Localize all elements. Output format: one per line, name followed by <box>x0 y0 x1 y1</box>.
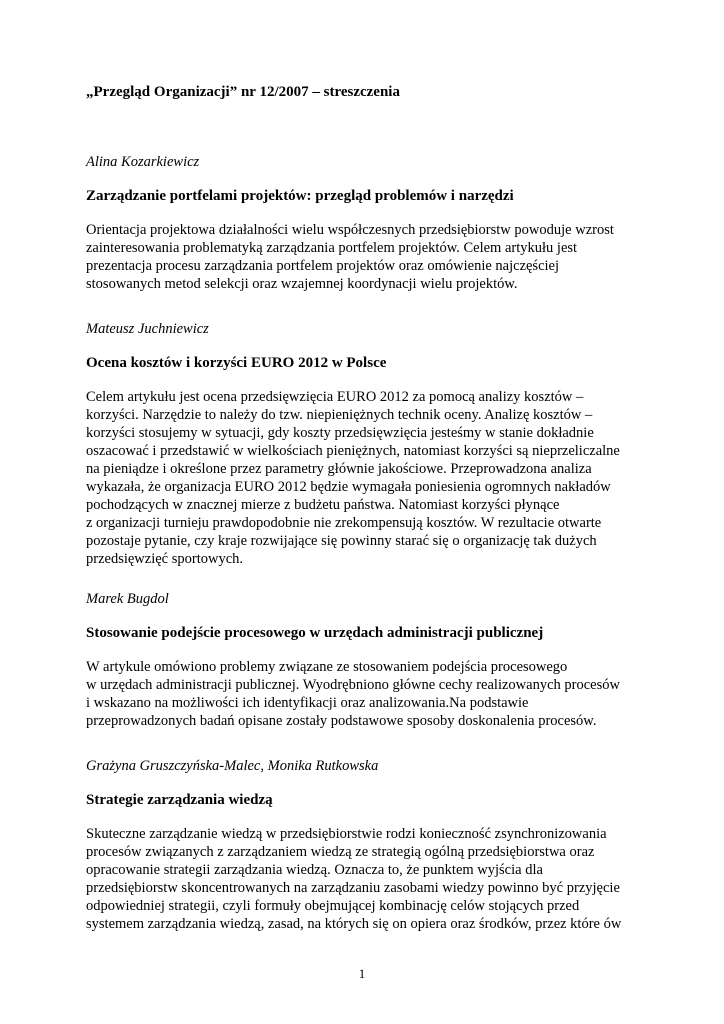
abstract-line: korzyści stosujemy w sytuacji, gdy koszty przedsięwzięcia jesteśmy w stanie dokładnie <box>86 425 594 441</box>
abstract-line: odpowiedniej strategii, czyli formuły obejmującej kombinację celów stojących przed <box>86 898 580 914</box>
article-abstract <box>86 221 638 293</box>
abstract-line: w urzędach administracji publicznej. Wyodrębniono główne cechy realizowanych procesów <box>86 677 620 693</box>
abstract-line: przeprowadzonych badań opisane zostały podstawowe sposoby doskonalenia procesów. <box>86 713 597 729</box>
article-1 <box>86 153 638 293</box>
article-abstract <box>86 388 638 568</box>
article-abstract <box>86 658 638 730</box>
page-number: 1 <box>358 966 366 981</box>
abstract-line: na pieniądze i określone przez parametry głównie jakościowe. Przeprowadzona analiza <box>86 461 592 477</box>
article-title: Stosowanie podejście procesowego w urzędach administracji publicznej <box>86 625 544 641</box>
abstract-line: Orientacja projektowa działalności wielu współczesnych przedsiębiorstw powoduje wzrost <box>86 222 614 238</box>
abstract-line: z organizacji turnieju prawdopodobnie nie zrekompensują kosztów. W rezultacie otwarte <box>86 515 602 531</box>
abstract-line: stosowanych metod selekcji oraz wzajemnej koordynacji wielu projektów. <box>86 276 518 292</box>
abstract-line: Celem artykułu jest ocena przedsięwzięcia EURO 2012 za pomocą analizy kosztów – <box>86 389 584 405</box>
article-title: Zarządzanie portfelami projektów: przegląd problemów i narzędzi <box>86 188 514 204</box>
abstract-line: i wskazano na możliwości ich identyfikacji oraz analizowania.Na podstawie <box>86 695 529 711</box>
abstract-line: oszacować i przedstawić w wielkościach pieniężnych, natomiast korzyści są nieprzeliczalne <box>86 443 620 459</box>
abstract-line: systemem zarządzania wiedzą, zasad, na których się on opiera oraz środków, przez które ów <box>86 916 622 932</box>
article-abstract <box>86 825 638 933</box>
article-author: Marek Bugdol <box>86 591 169 607</box>
abstract-line: procesów związanych z zarządzaniem wiedzą ze strategią ogólną przedsiębiorstwa oraz <box>86 844 595 860</box>
abstract-line: opracowanie strategii zarządzania wiedzą. Oznacza to, że punktem wyjścia dla <box>86 862 543 878</box>
abstract-line: W artykule omówiono problemy związane ze stosowaniem podejścia procesowego <box>86 659 568 675</box>
abstract-line: Skuteczne zarządzanie wiedzą w przedsiębiorstwie rodzi konieczność zsynchronizowania <box>86 826 607 842</box>
article-title: Ocena kosztów i korzyści EURO 2012 w Polsce <box>86 355 387 371</box>
abstract-line: zainteresowania problematyką zarządzania portfelem projektów. Celem artykułu jest <box>86 240 578 256</box>
article-author: Alina Kozarkiewicz <box>86 154 200 170</box>
abstract-line: przedsiębiorstw skoncentrowanych na zarządzaniu zasobami wiedzy powinno być przyjęcie <box>86 880 620 896</box>
abstract-line: wykazała, że organizacja EURO 2012 będzie wymagała poniesienia ogromnych nakładów <box>86 479 611 495</box>
abstract-line: korzyści. Narzędzie to należy do tzw. niepieniężnych technik oceny. Analizę kosztów – <box>86 407 593 423</box>
abstract-line: pozostaje pytanie, czy kraje rozwijające się powinny starać się o organizację tak dużych <box>86 533 597 549</box>
article-title: Strategie zarządzania wiedzą <box>86 792 273 808</box>
abstract-line: przedsięwzięć sportowych. <box>86 551 244 567</box>
document-title: „Przegląd Organizacji” nr 12/2007 – streszczenia <box>86 84 400 100</box>
abstract-line: prezentacja procesu zarządzania portfelem projektów oraz omówienie najczęściej <box>86 258 560 274</box>
article-3 <box>86 590 638 730</box>
article-2 <box>86 320 638 568</box>
article-4 <box>86 757 638 933</box>
abstract-line: pochodzących w znacznej mierze z budżetu państwa. Natomiast korzyści płynące <box>86 497 560 513</box>
article-author: Mateusz Juchniewicz <box>86 321 209 337</box>
article-author: Grażyna Gruszczyńska-Malec, Monika Rutkowska <box>86 758 379 774</box>
